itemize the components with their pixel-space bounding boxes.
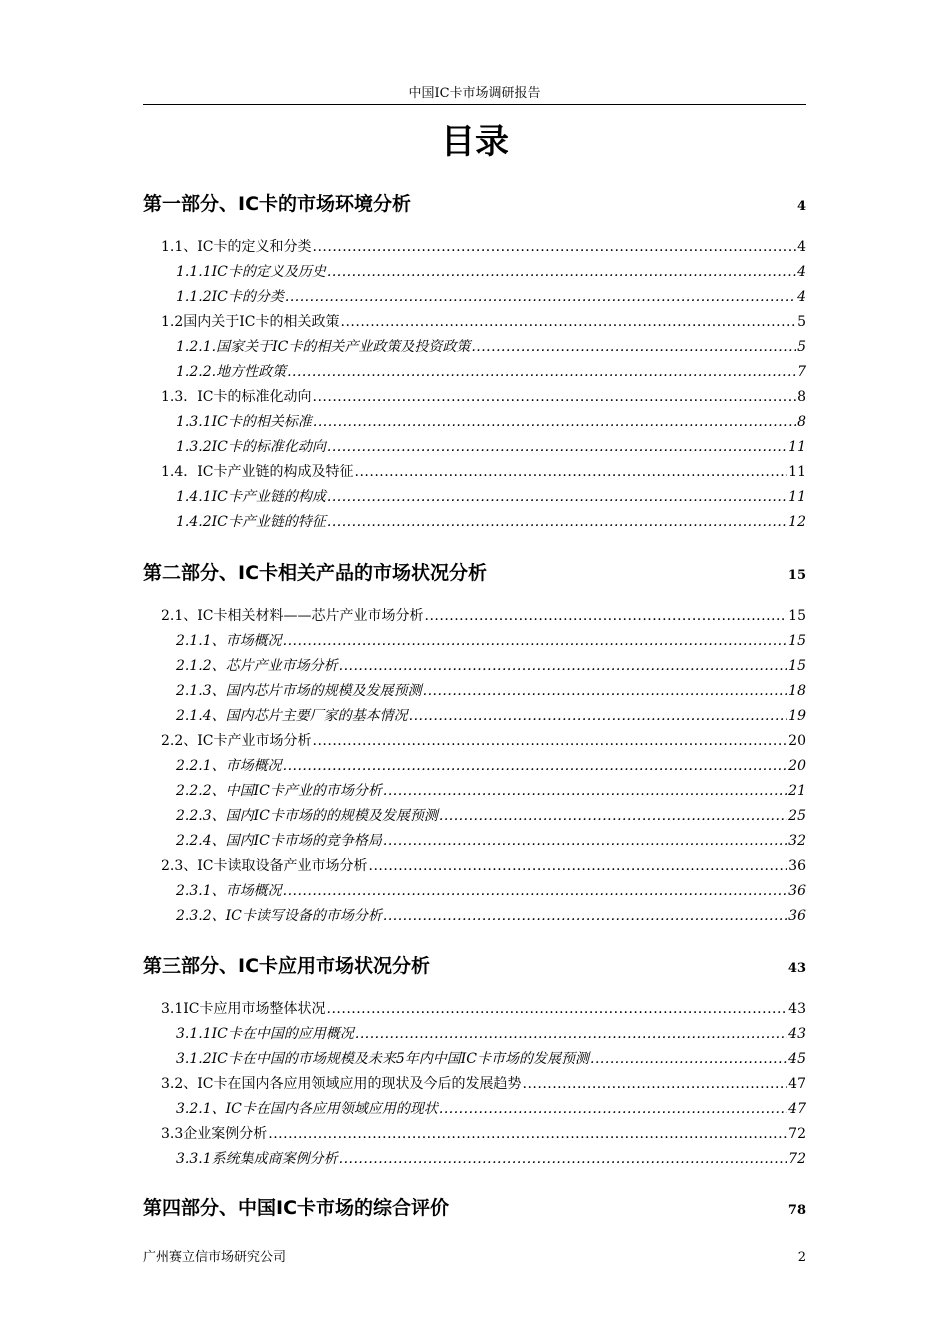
toc-entry-page-number: 8	[797, 414, 806, 430]
toc-entry-page-number: 11	[788, 489, 806, 505]
toc-entry-page-number: 11	[788, 464, 806, 480]
toc-entry-subsection[interactable]	[143, 881, 806, 901]
dot-leader	[313, 237, 797, 251]
toc-entry-label: 2.1.4、国内芯片主要厂家的基本情况	[176, 708, 408, 724]
toc-entry-label: 3.1.2IC卡在中国的市场规模及未来5年内中国IC卡市场的发展预测	[176, 1051, 590, 1067]
dot-leader	[341, 312, 797, 326]
dot-leader	[327, 999, 788, 1013]
toc-entry-label: 3.3企业案例分析	[161, 1126, 268, 1142]
dot-leader	[409, 706, 788, 720]
dot-leader	[339, 1149, 788, 1163]
toc-entry-page-number: 4	[796, 199, 806, 214]
toc-entry-section[interactable]	[143, 1074, 806, 1094]
toc-entry-label: 1.1.2IC卡的分类	[176, 289, 284, 305]
toc-entry-page-number: 32	[788, 833, 806, 849]
dot-leader	[327, 262, 796, 276]
toc-entry-subsection[interactable]	[143, 831, 806, 851]
toc-entry-label: 1.3．IC卡的标准化动向	[161, 389, 312, 405]
toc-entry-page-number: 43	[787, 961, 806, 976]
dot-leader	[327, 512, 787, 526]
toc-entry-page-number: 78	[787, 1203, 806, 1218]
dot-leader	[425, 606, 788, 620]
toc-entry-label: 2.2.4、国内IC卡市场的竞争格局	[176, 833, 382, 849]
toc-entry-subsection[interactable]	[143, 1149, 806, 1169]
toc-entry-section[interactable]	[143, 606, 806, 626]
toc-entry-page-number: 72	[788, 1151, 806, 1167]
toc-entry-label: 第四部分、中国IC卡市场的综合评价	[143, 1197, 450, 1219]
dot-leader	[450, 1201, 787, 1214]
toc-entry-page-number: 15	[788, 633, 806, 649]
toc-entry-subsection[interactable]	[143, 412, 806, 432]
toc-entry-label: 2.2.3、国内IC卡市场的的规模及发展预测	[176, 808, 438, 824]
toc-entry-page-number: 36	[788, 858, 806, 874]
toc-entry-section[interactable]	[143, 1124, 806, 1144]
dot-leader	[268, 1124, 787, 1138]
dot-leader	[327, 437, 787, 451]
toc-entry-label: 第三部分、IC卡应用市场状况分析	[143, 955, 431, 977]
toc-entry-label: 3.2、IC卡在国内各应用领域应用的现状及今后的发展趋势	[161, 1076, 522, 1092]
toc-entry-subsection[interactable]	[143, 906, 806, 926]
toc-entry-subsection[interactable]	[143, 681, 806, 701]
toc-entry-label: 1.4．IC卡产业链的构成及特征	[161, 464, 354, 480]
toc-entry-part[interactable]	[143, 953, 806, 982]
toc-entry-page-number: 47	[788, 1101, 806, 1117]
toc-entry-subsection[interactable]	[143, 362, 806, 382]
toc-entry-label: 2.3.2、IC卡读写设备的市场分析	[176, 908, 382, 924]
toc-entry-subsection[interactable]	[143, 656, 806, 676]
toc-entry-page-number: 8	[797, 389, 806, 405]
toc-entry-label: 1.3.1IC卡的相关标准	[176, 414, 312, 430]
dot-leader	[355, 462, 788, 476]
toc-entry-subsection[interactable]	[143, 706, 806, 726]
toc-entry-label: 3.3.1系统集成商案例分析	[176, 1151, 338, 1167]
toc-entry-label: 3.1IC卡应用市场整体状况	[161, 1001, 326, 1017]
toc-entry-label: 2.2.2、中国IC卡产业的市场分析	[176, 783, 382, 799]
toc-entry-label: 1.3.2IC卡的标准化动向	[176, 439, 326, 455]
toc-entry-subsection[interactable]	[143, 437, 806, 457]
toc-entry-section[interactable]	[143, 237, 806, 257]
toc-entry-page-number: 15	[788, 658, 806, 674]
toc-title: 目录	[441, 122, 509, 162]
toc-entry-label: 3.1.1IC卡在中国的应用概况	[176, 1026, 354, 1042]
dot-leader	[369, 856, 788, 870]
header-divider	[143, 104, 806, 105]
dot-leader	[339, 656, 788, 670]
toc-entry-page-number: 4	[797, 264, 806, 280]
dot-leader	[423, 681, 788, 695]
toc-entry-subsection[interactable]	[143, 487, 806, 507]
footer-page-number: 2	[797, 1250, 806, 1265]
toc-entry-part[interactable]	[143, 560, 806, 589]
toc-entry-page-number: 5	[797, 314, 806, 330]
dot-leader	[283, 756, 788, 770]
toc-entry-label: 2.3、IC卡读取设备产业市场分析	[161, 858, 368, 874]
dot-leader	[412, 197, 796, 210]
footer-company: 广州赛立信市场研究公司	[143, 1250, 287, 1265]
dot-leader	[327, 487, 787, 501]
dot-leader	[285, 287, 796, 301]
toc-entry-page-number: 4	[797, 289, 806, 305]
toc-entry-label: 2.1.2、芯片产业市场分析	[176, 658, 338, 674]
toc-entry-label: 第二部分、IC卡相关产品的市场状况分析	[143, 562, 488, 584]
toc-entry-label: 1.1.1IC卡的定义及历史	[176, 264, 326, 280]
dot-leader	[431, 959, 787, 972]
toc-entry-part[interactable]	[143, 191, 806, 220]
toc-entry-page-number: 4	[797, 239, 806, 255]
toc-entry-subsection[interactable]	[143, 631, 806, 651]
toc-entry-page-number: 36	[788, 908, 806, 924]
toc-entry-page-number: 11	[788, 439, 806, 455]
dot-leader	[313, 731, 788, 745]
toc-entry-label: 2.2、IC卡产业市场分析	[161, 733, 312, 749]
toc-entry-section[interactable]	[143, 312, 806, 332]
toc-entry-label: 2.1.1、市场概况	[176, 633, 282, 649]
toc-entry-page-number: 25	[788, 808, 806, 824]
toc-entry-page-number: 20	[788, 733, 806, 749]
toc-entry-page-number: 72	[788, 1126, 806, 1142]
toc-entry-page-number: 47	[788, 1076, 806, 1092]
dot-leader	[283, 631, 788, 645]
toc-entry-page-number: 5	[797, 339, 806, 355]
toc-entry-section[interactable]	[143, 856, 806, 876]
dot-leader	[439, 1099, 787, 1113]
toc-entry-label: 2.1、IC卡相关材料——芯片产业市场分析	[161, 608, 424, 624]
toc-entry-page-number: 12	[788, 514, 806, 530]
toc-entry-subsection[interactable]	[143, 287, 806, 307]
toc-entry-page-number: 15	[788, 608, 806, 624]
dot-leader	[439, 806, 787, 820]
toc-entry-subsection[interactable]	[143, 337, 806, 357]
toc-entry-page-number: 45	[788, 1051, 806, 1067]
toc-entry-section[interactable]	[143, 731, 806, 751]
toc-entry-page-number: 15	[787, 568, 806, 583]
toc-entry-section[interactable]	[143, 462, 806, 482]
toc-entry-page-number: 43	[788, 1026, 806, 1042]
toc-entry-label: 1.2.2.地方性政策	[176, 364, 287, 380]
dot-leader	[471, 337, 796, 351]
dot-leader	[488, 566, 787, 579]
dot-leader	[383, 781, 787, 795]
toc-entry-page-number: 18	[788, 683, 806, 699]
toc-entry-page-number: 43	[788, 1001, 806, 1017]
dot-leader	[287, 362, 796, 376]
toc-entry-subsection[interactable]	[143, 806, 806, 826]
toc-entry-label: 第一部分、IC卡的市场环境分析	[143, 193, 412, 215]
toc-entry-label: 1.2.1.国家关于IC卡的相关产业政策及投资政策	[176, 339, 471, 355]
toc-entry-label: 1.2国内关于IC卡的相关政策	[161, 314, 340, 330]
toc-entry-label: 1.4.1IC卡产业链的构成	[176, 489, 326, 505]
toc-entry-page-number: 36	[788, 883, 806, 899]
dot-leader	[590, 1049, 787, 1063]
toc-entry-label: 2.3.1、市场概况	[176, 883, 282, 899]
toc-entry-subsection[interactable]	[143, 262, 806, 282]
toc-entry-subsection[interactable]	[143, 1024, 806, 1044]
toc-entry-subsection[interactable]	[143, 756, 806, 776]
toc-entry-label: 2.2.1、市场概况	[176, 758, 282, 774]
toc-entry-subsection[interactable]	[143, 1049, 806, 1069]
dot-leader	[313, 412, 796, 426]
toc-entry-subsection[interactable]	[143, 512, 806, 532]
running-header: 中国IC卡市场调研报告	[408, 86, 541, 101]
toc-entry-section[interactable]	[143, 999, 806, 1019]
toc-entry-label: 1.1、IC卡的定义和分类	[161, 239, 312, 255]
toc-entry-label: 1.4.2IC卡产业链的特征	[176, 514, 326, 530]
toc-entry-section[interactable]	[143, 387, 806, 407]
toc-entry-label: 2.1.3、国内芯片市场的规模及发展预测	[176, 683, 422, 699]
toc-entry-subsection[interactable]	[143, 781, 806, 801]
toc-entry-part[interactable]	[143, 1195, 806, 1224]
toc-entry-page-number: 20	[788, 758, 806, 774]
toc-entry-subsection[interactable]	[143, 1099, 806, 1119]
dot-leader	[383, 831, 787, 845]
toc-entry-page-number: 21	[788, 783, 806, 799]
toc-entry-page-number: 19	[788, 708, 806, 724]
dot-leader	[523, 1074, 788, 1088]
dot-leader	[355, 1024, 787, 1038]
toc-entry-label: 3.2.1、IC卡在国内各应用领域应用的现状	[176, 1101, 438, 1117]
dot-leader	[313, 387, 797, 401]
toc-entry-page-number: 7	[797, 364, 806, 380]
dot-leader	[283, 881, 788, 895]
dot-leader	[383, 906, 787, 920]
